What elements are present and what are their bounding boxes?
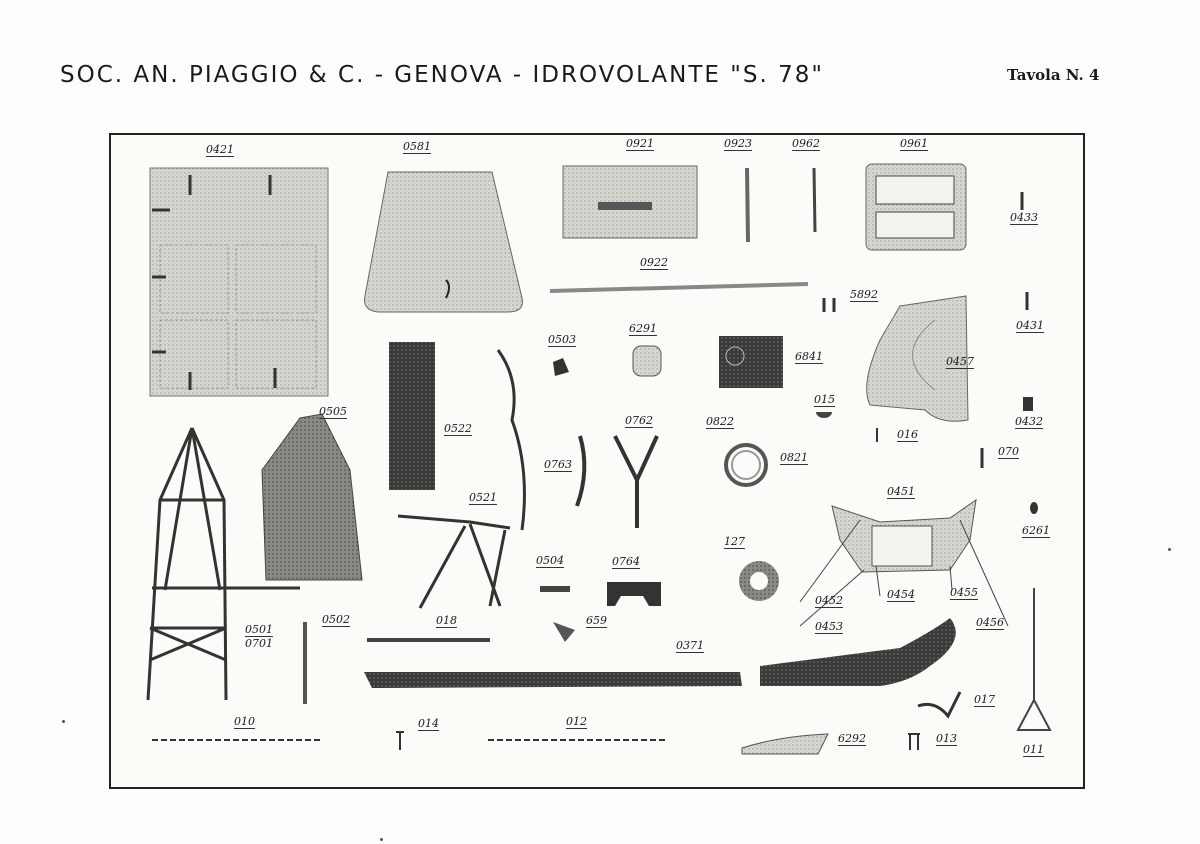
label-016: 016 — [897, 428, 918, 441]
part-0505 — [262, 414, 362, 580]
part-0922-rod — [550, 284, 808, 291]
label-0421: 0421 — [206, 143, 234, 156]
label-127: 127 — [724, 535, 745, 548]
label-0431: 0431 — [1016, 319, 1044, 332]
label-010: 010 — [234, 715, 255, 728]
scan-speck — [1168, 548, 1171, 551]
label-0923: 0923 — [724, 137, 752, 150]
label-0501: 0501 — [245, 623, 273, 636]
label-0452: 0452 — [815, 594, 843, 607]
label-0961: 0961 — [900, 137, 928, 150]
label-0522: 0522 — [444, 422, 472, 435]
label-0764: 0764 — [612, 555, 640, 568]
label-0521: 0521 — [469, 491, 497, 504]
part-0421-panel — [150, 168, 328, 396]
label-6261: 6261 — [1022, 524, 1050, 537]
label-0455: 0455 — [950, 586, 978, 599]
label-013: 013 — [936, 732, 957, 745]
label-015: 015 — [814, 393, 835, 406]
document-title: SOC. AN. PIAGGIO & C. - GENOVA - IDROVOLANTE "S. 78" — [60, 62, 824, 88]
label-0454: 0454 — [887, 588, 915, 601]
label-0433: 0433 — [1010, 211, 1038, 224]
label-070: 070 — [998, 445, 1019, 458]
label-018: 018 — [436, 614, 457, 627]
plate-number: Tavola N. 4 — [1007, 66, 1100, 84]
label-0505: 0505 — [319, 405, 347, 418]
label-0504: 0504 — [536, 554, 564, 567]
label-011: 011 — [1023, 743, 1044, 756]
label-6291: 6291 — [629, 322, 657, 335]
label-0581: 0581 — [403, 140, 431, 153]
label-0432: 0432 — [1015, 415, 1043, 428]
scan-speck — [380, 838, 383, 841]
label-659: 659 — [586, 614, 607, 627]
part-0522 — [389, 342, 435, 490]
label-0762: 0762 — [625, 414, 653, 427]
label-017: 017 — [974, 693, 995, 706]
label-0962: 0962 — [792, 137, 820, 150]
label-0451: 0451 — [887, 485, 915, 498]
label-0457: 0457 — [946, 355, 974, 368]
label-0921: 0921 — [626, 137, 654, 150]
part-0371 — [364, 672, 742, 688]
label-014: 014 — [418, 717, 439, 730]
label-5892: 5892 — [850, 288, 878, 301]
label-0763: 0763 — [544, 458, 572, 471]
label-0456: 0456 — [976, 616, 1004, 629]
label-0371: 0371 — [676, 639, 704, 652]
label-0502: 0502 — [322, 613, 350, 626]
label-012: 012 — [566, 715, 587, 728]
label-0701: 0701 — [245, 637, 273, 650]
label-0503: 0503 — [548, 333, 576, 346]
part-0453 — [760, 618, 956, 686]
label-6292: 6292 — [838, 732, 866, 745]
label-0922: 0922 — [640, 256, 668, 269]
label-0821: 0821 — [780, 451, 808, 464]
label-0822: 0822 — [706, 415, 734, 428]
part-0581-seat — [365, 172, 523, 312]
scan-speck — [62, 720, 65, 723]
label-0453: 0453 — [815, 620, 843, 633]
label-6841: 6841 — [795, 350, 823, 363]
